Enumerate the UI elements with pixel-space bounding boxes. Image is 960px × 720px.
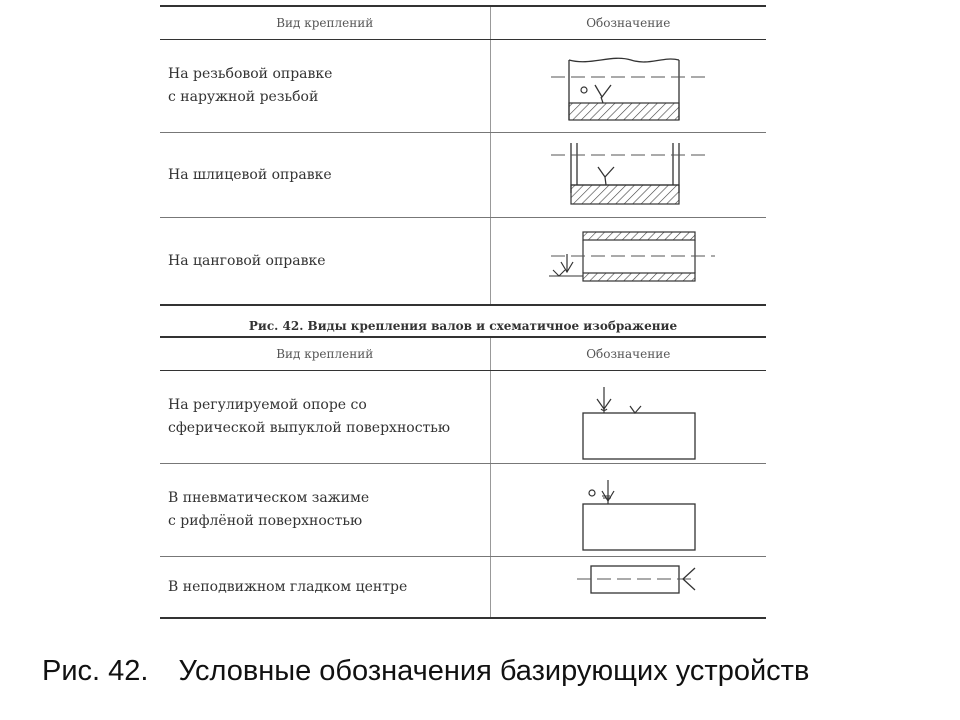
row-label-pneumatic-clamp bbox=[160, 464, 490, 557]
table-header-row bbox=[160, 6, 766, 40]
column-header-symbol: Обозначение bbox=[490, 6, 766, 40]
column-header-mount-type: Вид креплений bbox=[160, 337, 490, 371]
label-line: На цанговой оправке bbox=[168, 252, 326, 269]
label-line: с рифлёной поверхностью bbox=[168, 513, 363, 529]
pneumatic-clamp-symbol-icon bbox=[491, 464, 767, 556]
label-line: На регулируемой опоре со bbox=[168, 397, 367, 413]
slide-caption bbox=[42, 655, 809, 688]
table-row bbox=[160, 40, 766, 133]
threaded-mandrel-symbol-icon bbox=[491, 40, 767, 132]
label-line: На шлицевой оправке bbox=[168, 166, 332, 183]
symbol-cell bbox=[490, 371, 766, 464]
column-header-symbol: Обозначение bbox=[490, 337, 766, 371]
symbol-cell bbox=[490, 133, 766, 218]
mounting-table-1 bbox=[160, 5, 766, 306]
row-label-adjustable-support bbox=[160, 371, 490, 464]
row-label-spline-mandrel bbox=[160, 133, 490, 218]
adjustable-support-symbol-icon bbox=[491, 371, 767, 463]
table-row bbox=[160, 371, 766, 464]
figure-number: Рис. 42. bbox=[42, 655, 149, 687]
label-line: с наружной резьбой bbox=[168, 89, 319, 105]
collet-mandrel-symbol-icon bbox=[491, 218, 767, 304]
label-line: В неподвижном гладком центре bbox=[168, 578, 408, 595]
figure-title: Условные обозначения базирующих устройств bbox=[178, 655, 810, 687]
figure-caption-small: Рис. 42. Виды крепления валов и схематичное изображение bbox=[248, 319, 678, 333]
symbol-cell bbox=[490, 40, 766, 133]
row-label-threaded-mandrel bbox=[160, 40, 490, 133]
symbol-cell bbox=[490, 218, 766, 306]
symbol-cell bbox=[490, 464, 766, 557]
table-row bbox=[160, 464, 766, 557]
label-line: На резьбовой оправке bbox=[168, 66, 333, 82]
label-line: сферической выпуклой поверхностью bbox=[168, 420, 451, 436]
table-row bbox=[160, 133, 766, 218]
table-header-row bbox=[160, 337, 766, 371]
label-line: В пневматическом зажиме bbox=[168, 490, 370, 506]
table-row bbox=[160, 557, 766, 619]
table-row bbox=[160, 218, 766, 306]
spline-mandrel-symbol-icon bbox=[491, 133, 767, 217]
row-label-fixed-center bbox=[160, 557, 490, 619]
row-label-collet-mandrel bbox=[160, 218, 490, 306]
column-header-mount-type: Вид креплений bbox=[160, 6, 490, 40]
mounting-table-2 bbox=[160, 336, 766, 619]
fixed-center-symbol-icon bbox=[491, 557, 767, 617]
symbol-cell bbox=[490, 557, 766, 619]
